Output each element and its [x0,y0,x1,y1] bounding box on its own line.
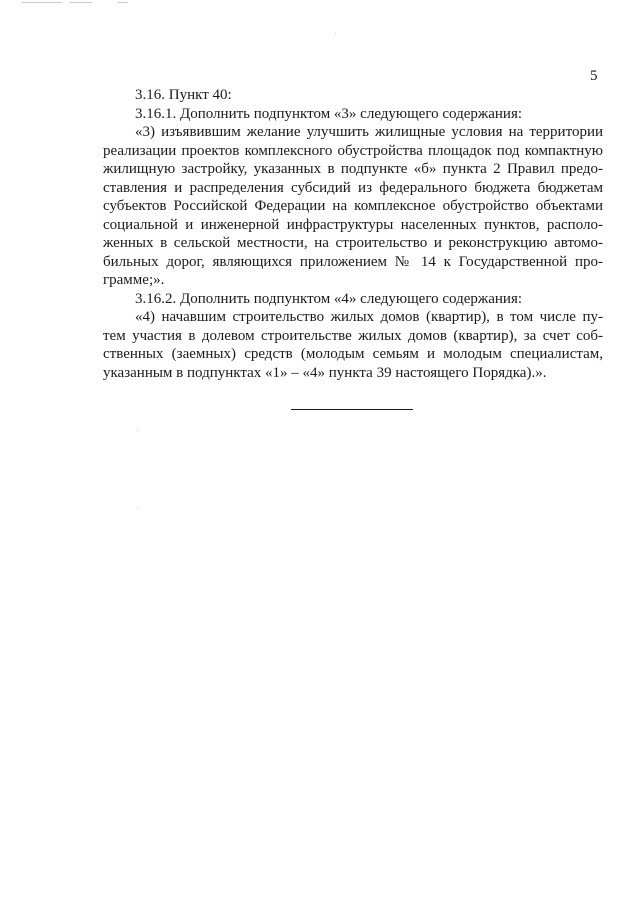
subsection-heading: 3.16.1. Дополнить подпунктом «3» следующего содержания: [135,105,523,122]
document-body [103,86,603,382]
paragraph-line: ставления и распределения субсидий из федерального бюджета бюджетам [103,179,603,196]
paragraph-line: ственных (заемных) средств (молодым семьям и молодым специалистам, [103,346,603,362]
scan-artifact-top [22,2,62,3]
scan-artifact-top [70,2,92,3]
paragraph-line: женных в сельской местности, на строительство и реконструкцию автомо- [103,235,603,251]
paragraph-line: субъектов Российской Федерации на комплексное обустройство объектами [103,198,603,214]
scan-artifact-top [118,2,128,3]
scan-artifact-dot [137,508,138,509]
page-number: 5 [590,68,598,84]
paragraph-line: «4) начавшим строительство жилых домов (квартир), в том числе пу- [135,309,603,325]
paragraph-line: социальной и инженерной инфраструктуры населенных пунктов, располо- [103,216,603,233]
section-heading: 3.16. Пункт 40: [135,87,232,103]
subsection-heading: 3.16.2. Дополнить подпунктом «4» следующего содержания: [135,290,523,307]
paragraph-line: реализации проектов комплексного обустройства площадок под компактную [103,142,603,159]
paragraph-line: тем участия в долевом строительстве жилых домов (квартир), за счет соб- [103,327,603,344]
paragraph-line: жилищную застройку, указанных в подпункте «б» пункта 2 Правил предо- [103,161,603,177]
paragraph-line: «3) изъявившим желание улучшить жилищные условия на территории [135,124,603,140]
scan-artifact-dot [137,430,138,431]
scan-artifact-dot [335,33,336,34]
paragraph-line: грамме;». [103,272,165,288]
paragraph-line: указанным в подпунктах «1» – «4» пункта 39 настоящего Порядка).». [103,364,547,381]
paragraph-line: бильных дорог, являющихся приложением № 14 к Государственной про- [103,253,603,270]
end-separator-line [291,409,413,410]
